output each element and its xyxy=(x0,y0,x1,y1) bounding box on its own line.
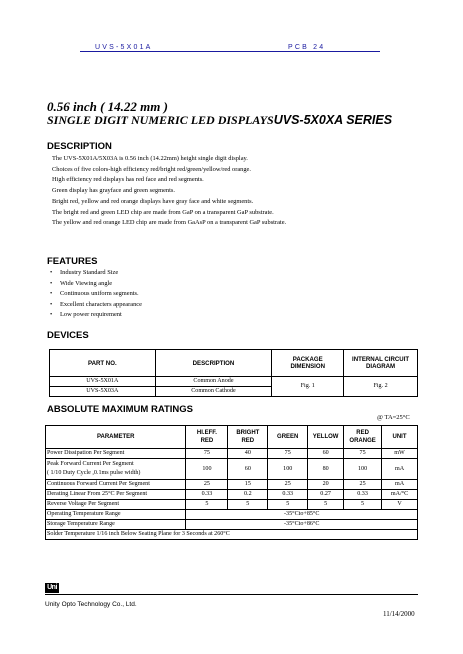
cell-value: 40 xyxy=(228,449,268,459)
cell-value: 0.33 xyxy=(186,490,228,500)
cell-unit: V xyxy=(382,500,418,510)
title-line xyxy=(47,113,392,128)
cell-value: -35°Cto+85°C xyxy=(186,510,418,520)
cell-param: Derating Linear From 25°C Per Segment xyxy=(46,490,186,500)
company-logo: Uni xyxy=(45,583,59,593)
feature-item: • Excellent characters appearance xyxy=(50,300,142,311)
col-hi-eff-red: HI.EFF. RED xyxy=(186,426,228,449)
cell-value: 80 xyxy=(308,459,344,480)
cell-param: Solder Temperature 1/16 inch Below Seating Plane for 3 Seconds at 260°C xyxy=(46,530,418,540)
feature-item: • Industry Standard Size xyxy=(50,268,142,279)
cell-value: 75 xyxy=(268,449,308,459)
cell-value: 100 xyxy=(186,459,228,480)
cell-value: 5 xyxy=(344,500,382,510)
description-body xyxy=(52,154,286,229)
cell-value: 15 xyxy=(228,480,268,490)
col-description: DESCRIPTION xyxy=(155,350,272,377)
cell-unit: mW xyxy=(382,449,418,459)
cell-value: 25 xyxy=(268,480,308,490)
col-internal-circuit: INTERNAL CIRCUIT DIAGRAM xyxy=(344,350,418,377)
cell-unit: mA xyxy=(382,480,418,490)
ratings-condition: @ TA=25°C xyxy=(377,414,410,421)
cell-value: 0.2 xyxy=(228,490,268,500)
table-row xyxy=(46,490,418,500)
cell-value: 5 xyxy=(268,500,308,510)
title-series: UVS-5X0XA SERIES xyxy=(273,113,393,127)
cell-value: 60 xyxy=(228,459,268,480)
col-part-no: PART NO. xyxy=(50,350,156,377)
cell-value: 0.33 xyxy=(344,490,382,500)
devices-header-row xyxy=(50,350,418,377)
cell-part: UVS-5X03A xyxy=(50,387,156,397)
table-row xyxy=(46,449,418,459)
footer-rule xyxy=(45,594,418,595)
cell-package: Fig. 1 xyxy=(272,377,344,397)
cell-value: 100 xyxy=(344,459,382,480)
col-yellow: YELLOW xyxy=(308,426,344,449)
cell-value: 25 xyxy=(344,480,382,490)
cell-desc: Common Cathode xyxy=(155,387,272,397)
description-line: The UVS-5X01A/5X03A is 0.56 inch (14.22mm) height single digit display. xyxy=(52,155,248,162)
ratings-header-row xyxy=(46,426,418,449)
cell-param: Peak Forward Current Per Segment ( 1/10 Duty Cycle ,0.1ms pulse width) xyxy=(46,459,186,480)
cell-value: 25 xyxy=(186,480,228,490)
cell-value: 100 xyxy=(268,459,308,480)
description-line: The bright red and green LED chip are made from GaP on a transparent GaP substrate. xyxy=(52,208,274,216)
features-heading: FEATURES xyxy=(47,256,98,267)
cell-value: 60 xyxy=(308,449,344,459)
col-package: PACKAGE DIMENSION xyxy=(272,350,344,377)
header-doc-id: UVS-5X01A xyxy=(95,44,153,51)
cell-value: 0.27 xyxy=(308,490,344,500)
ratings-table xyxy=(45,425,418,540)
devices-heading: DEVICES xyxy=(47,330,89,341)
cell-value: 5 xyxy=(186,500,228,510)
table-row xyxy=(46,480,418,490)
devices-table xyxy=(49,349,418,397)
feature-item: • Continuous uniform segments. xyxy=(50,289,142,300)
cell-param: Continuous Forward Current Per Segment xyxy=(46,480,186,490)
col-green: GREEN xyxy=(268,426,308,449)
description-line: Bright red, yellow and red orange displays have gray face and white segments. xyxy=(52,197,254,205)
company-name: Unity Opto Technology Co., Ltd. xyxy=(45,601,137,608)
cell-unit: mA/°C xyxy=(382,490,418,500)
cell-param: Operating Temperature Range xyxy=(46,510,186,520)
description-line: High efficiency red displays has red face and red segments. xyxy=(52,176,204,184)
table-row xyxy=(46,530,418,540)
description-line: Green display has grayface and green segments. xyxy=(52,187,175,195)
cell-unit: mA xyxy=(382,459,418,480)
col-red-orange: RED ORANGE xyxy=(344,426,382,449)
header-page-ref: PCB 24 xyxy=(288,44,326,51)
cell-value: 0.33 xyxy=(268,490,308,500)
cell-value: 75 xyxy=(344,449,382,459)
cell-value: 20 xyxy=(308,480,344,490)
table-row xyxy=(46,500,418,510)
table-row xyxy=(50,377,418,387)
col-parameter: PARAMETER xyxy=(46,426,186,449)
document-date: 11/14/2000 xyxy=(383,610,415,618)
cell-param: Storage Temperature Range xyxy=(46,520,186,530)
cell-param: Power Dissipation Per Segment xyxy=(46,449,186,459)
title-size: 0.56 inch ( 14.22 mm ) xyxy=(47,99,168,114)
cell-param: Reverse Voltage Per Segment xyxy=(46,500,186,510)
cell-value: 75 xyxy=(186,449,228,459)
cell-value: -35°Cto+86°C xyxy=(186,520,418,530)
col-bright-red: BRIGHT RED xyxy=(228,426,268,449)
cell-part: UVS-5X01A xyxy=(50,377,156,387)
table-row xyxy=(46,520,418,530)
title-prefix: SINGLE DIGIT NUMERIC LED DISPLAYS xyxy=(47,113,274,127)
description-heading: DESCRIPTION xyxy=(47,141,112,152)
feature-item: • Wide Viewing angle xyxy=(50,279,142,290)
cell-value: 5 xyxy=(228,500,268,510)
description-line: The yellow and red orange LED chip are made from GaAsP on a transparent GaP substrate. xyxy=(52,219,287,227)
feature-item: • Low power requirement xyxy=(50,310,142,321)
ratings-heading: ABSOLUTE MAXIMUM RATINGS xyxy=(47,404,194,415)
table-row xyxy=(46,459,418,480)
cell-circuit: Fig. 2 xyxy=(344,377,418,397)
description-line: Choices of five colors-high efficiency red/bright red/green/yellow/red orange. xyxy=(52,165,251,173)
header-rule xyxy=(80,51,380,52)
cell-desc: Common Anode xyxy=(155,377,272,387)
features-list xyxy=(50,268,142,321)
cell-value: 5 xyxy=(308,500,344,510)
col-unit: UNIT xyxy=(382,426,418,449)
table-row xyxy=(46,510,418,520)
